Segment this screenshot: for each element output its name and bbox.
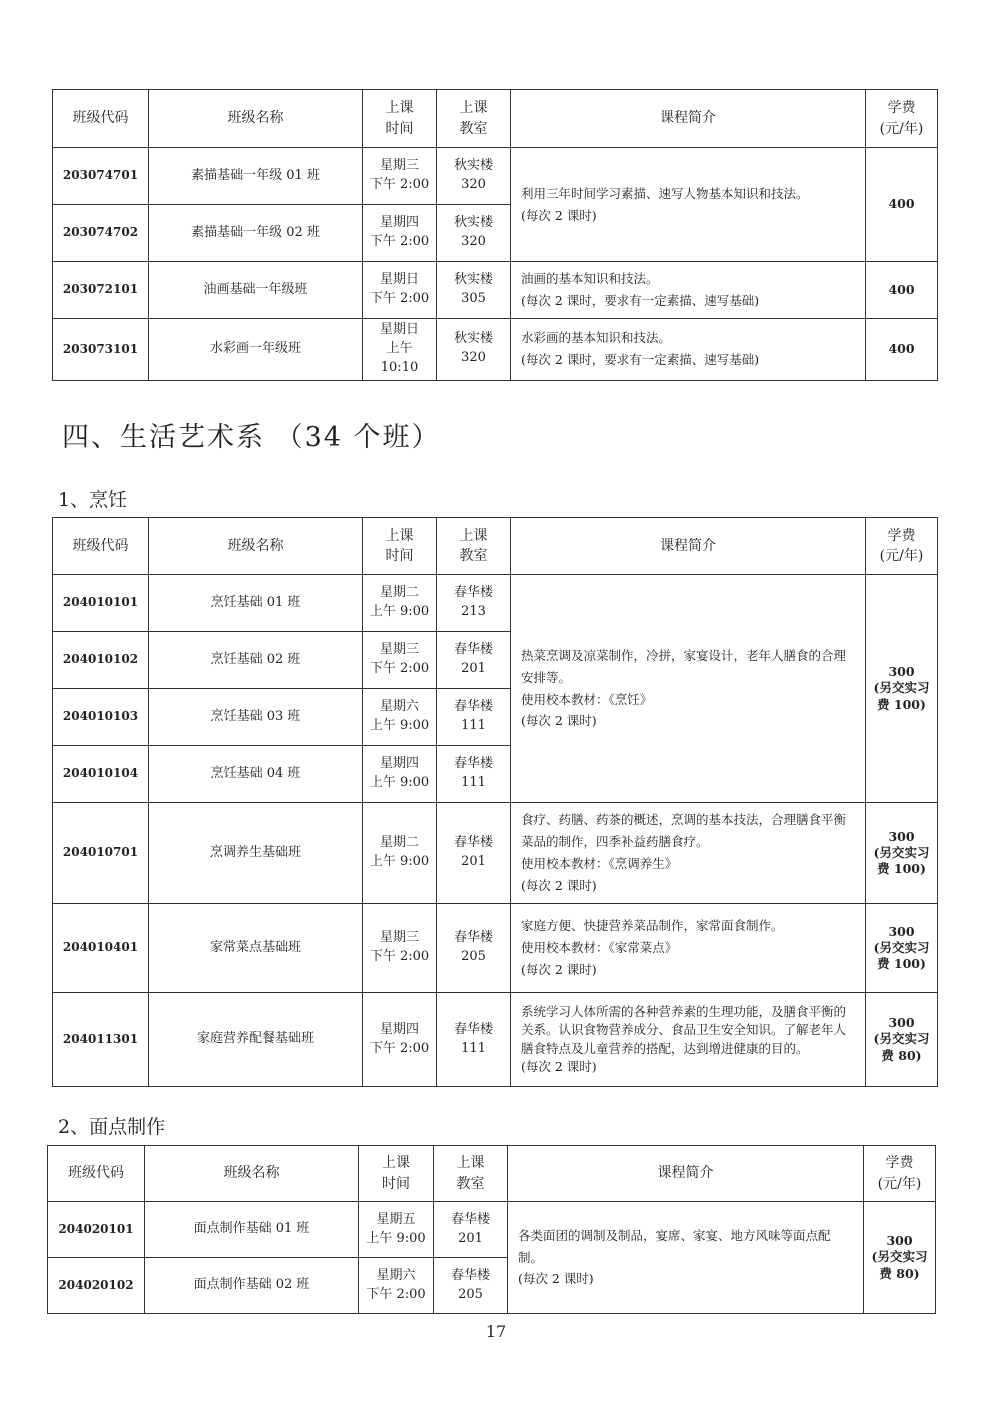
class-name: 家庭营养配餐基础班: [149, 993, 363, 1087]
header-name: 班级名称: [149, 90, 363, 148]
class-code: 204010101: [53, 575, 149, 632]
class-room: 春华楼 201: [437, 632, 511, 689]
table-cooking: [52, 517, 938, 1087]
table-painting: [52, 89, 938, 381]
subsection-title-cooking: 1、烹饪: [58, 489, 128, 511]
class-name: 烹饪基础 03 班: [149, 689, 363, 746]
class-room: 春华楼 213: [437, 575, 511, 632]
table-header-row: [53, 518, 938, 575]
course-description: 系统学习人体所需的各种营养素的生理功能，及膳食平衡的关系。认识食物营养成分、食品卫生安全知识。了解老年人膳食特点及儿童营养的搭配，达到增进健康的目的。 (每次 2 课时): [511, 993, 866, 1087]
tuition-fee: 300 (另交实习 费 100): [866, 803, 938, 904]
header-name: 班级名称: [149, 518, 363, 575]
class-room: 春华楼 201: [437, 803, 511, 904]
class-code: 204010103: [53, 689, 149, 746]
header-time: 上课 时间: [363, 90, 437, 148]
header-room: 上课 教室: [437, 90, 511, 148]
class-room: 春华楼 205: [437, 904, 511, 993]
tuition-fee: 400: [866, 319, 938, 381]
table-row: [53, 803, 938, 904]
header-code: 班级代码: [53, 90, 149, 148]
table-row: [53, 262, 938, 319]
class-time: 星期四 上午 9:00: [363, 746, 437, 803]
course-description: 家庭方便、快捷营养菜品制作，家常面食制作。 使用校本教材：《家常菜点》 (每次 2 课时): [511, 904, 866, 993]
class-time: 星期三 下午 2:00: [363, 148, 437, 205]
class-time: 星期三 下午 2:00: [363, 632, 437, 689]
class-name: 烹调养生基础班: [149, 803, 363, 904]
table-row: [53, 575, 938, 632]
course-description: 油画的基本知识和技法。 (每次 2 课时，要求有一定素描、速写基础): [511, 262, 866, 319]
section-title: 四、生活艺术系 （34 个班）: [62, 422, 441, 453]
header-room: 上课 教室: [437, 518, 511, 575]
header-fee: 学费 (元/年): [866, 90, 938, 148]
class-code: 203072101: [53, 262, 149, 319]
tuition-fee: 400: [866, 148, 938, 262]
class-time: 星期五 上午 9:00: [359, 1202, 434, 1258]
class-name: 面点制作基础 02 班: [145, 1258, 359, 1314]
header-code: 班级代码: [48, 1146, 145, 1202]
header-name: 班级名称: [145, 1146, 359, 1202]
table-row: [48, 1202, 936, 1258]
class-name: 烹饪基础 01 班: [149, 575, 363, 632]
class-code: 204010102: [53, 632, 149, 689]
class-code: 203074701: [53, 148, 149, 205]
table-pastry: [47, 1145, 936, 1314]
class-time: 星期日 下午 2:00: [363, 262, 437, 319]
tuition-fee: 400: [866, 262, 938, 319]
class-name: 素描基础一年级 02 班: [149, 205, 363, 262]
table-header-row: [53, 90, 938, 148]
class-code: 203073101: [53, 319, 149, 381]
table-row: [53, 904, 938, 993]
course-description: 利用三年时间学习素描、速写人物基本知识和技法。 (每次 2 课时): [511, 148, 866, 262]
class-code: 204020101: [48, 1202, 145, 1258]
header-time: 上课 时间: [363, 518, 437, 575]
class-room: 春华楼 111: [437, 993, 511, 1087]
class-code: 204020102: [48, 1258, 145, 1314]
class-name: 烹饪基础 04 班: [149, 746, 363, 803]
tuition-fee: 300 (另交实习 费 100): [866, 904, 938, 993]
header-desc: 课程简介: [508, 1146, 864, 1202]
class-room: 秋实楼 305: [437, 262, 511, 319]
header-fee: 学费 (元/年): [864, 1146, 936, 1202]
header-desc: 课程简介: [511, 90, 866, 148]
header-fee: 学费 (元/年): [866, 518, 938, 575]
class-code: 204010701: [53, 803, 149, 904]
class-name: 面点制作基础 01 班: [145, 1202, 359, 1258]
class-time: 星期六 上午 9:00: [363, 689, 437, 746]
course-description: 各类面团的调制及制品，宴席、家宴、地方风味等面点配制。 (每次 2 课时): [508, 1202, 864, 1314]
subsection-title-pastry: 2、面点制作: [58, 1116, 166, 1138]
table-row: [53, 993, 938, 1087]
class-room: 秋实楼 320: [437, 148, 511, 205]
class-time: 星期四 下午 2:00: [363, 205, 437, 262]
tuition-fee: 300 (另交实习 费 80): [864, 1202, 936, 1314]
class-code: 204011301: [53, 993, 149, 1087]
tuition-fee: 300 (另交实习 费 100): [866, 575, 938, 803]
header-code: 班级代码: [53, 518, 149, 575]
table-header-row: [48, 1146, 936, 1202]
class-time: 星期二 上午 9:00: [363, 803, 437, 904]
class-name: 烹饪基础 02 班: [149, 632, 363, 689]
header-time: 上课 时间: [359, 1146, 434, 1202]
table-row: [53, 319, 938, 381]
class-name: 油画基础一年级班: [149, 262, 363, 319]
class-time: 星期六 下午 2:00: [359, 1258, 434, 1314]
class-room: 春华楼 205: [434, 1258, 508, 1314]
class-code: 204010104: [53, 746, 149, 803]
class-room: 秋实楼 320: [437, 205, 511, 262]
class-time: 星期日 上午 10:10: [363, 319, 437, 381]
class-name: 家常菜点基础班: [149, 904, 363, 993]
class-name: 素描基础一年级 01 班: [149, 148, 363, 205]
class-room: 秋实楼 320: [437, 319, 511, 381]
class-name: 水彩画一年级班: [149, 319, 363, 381]
course-description: 水彩画的基本知识和技法。 (每次 2 课时，要求有一定素描、速写基础): [511, 319, 866, 381]
class-time: 星期三 下午 2:00: [363, 904, 437, 993]
tuition-fee: 300 (另交实习 费 80): [866, 993, 938, 1087]
class-room: 春华楼 111: [437, 689, 511, 746]
class-room: 春华楼 201: [434, 1202, 508, 1258]
class-time: 星期四 下午 2:00: [363, 993, 437, 1087]
course-description: 热菜烹调及凉菜制作，冷拼，家宴设计，老年人膳食的合理安排等。 使用校本教材：《烹饪》 (每次 2 课时): [511, 575, 866, 803]
table-row: [53, 148, 938, 205]
class-time: 星期二 上午 9:00: [363, 575, 437, 632]
class-room: 春华楼 111: [437, 746, 511, 803]
page-number: 17: [485, 1322, 507, 1341]
course-description: 食疗、药膳、药茶的概述，烹调的基本技法，合理膳食平衡菜品的制作，四季补益药膳食疗。 使用校本教材：《烹调养生》 (每次 2 课时): [511, 803, 866, 904]
class-code: 204010401: [53, 904, 149, 993]
header-desc: 课程简介: [511, 518, 866, 575]
header-room: 上课 教室: [434, 1146, 508, 1202]
class-code: 203074702: [53, 205, 149, 262]
